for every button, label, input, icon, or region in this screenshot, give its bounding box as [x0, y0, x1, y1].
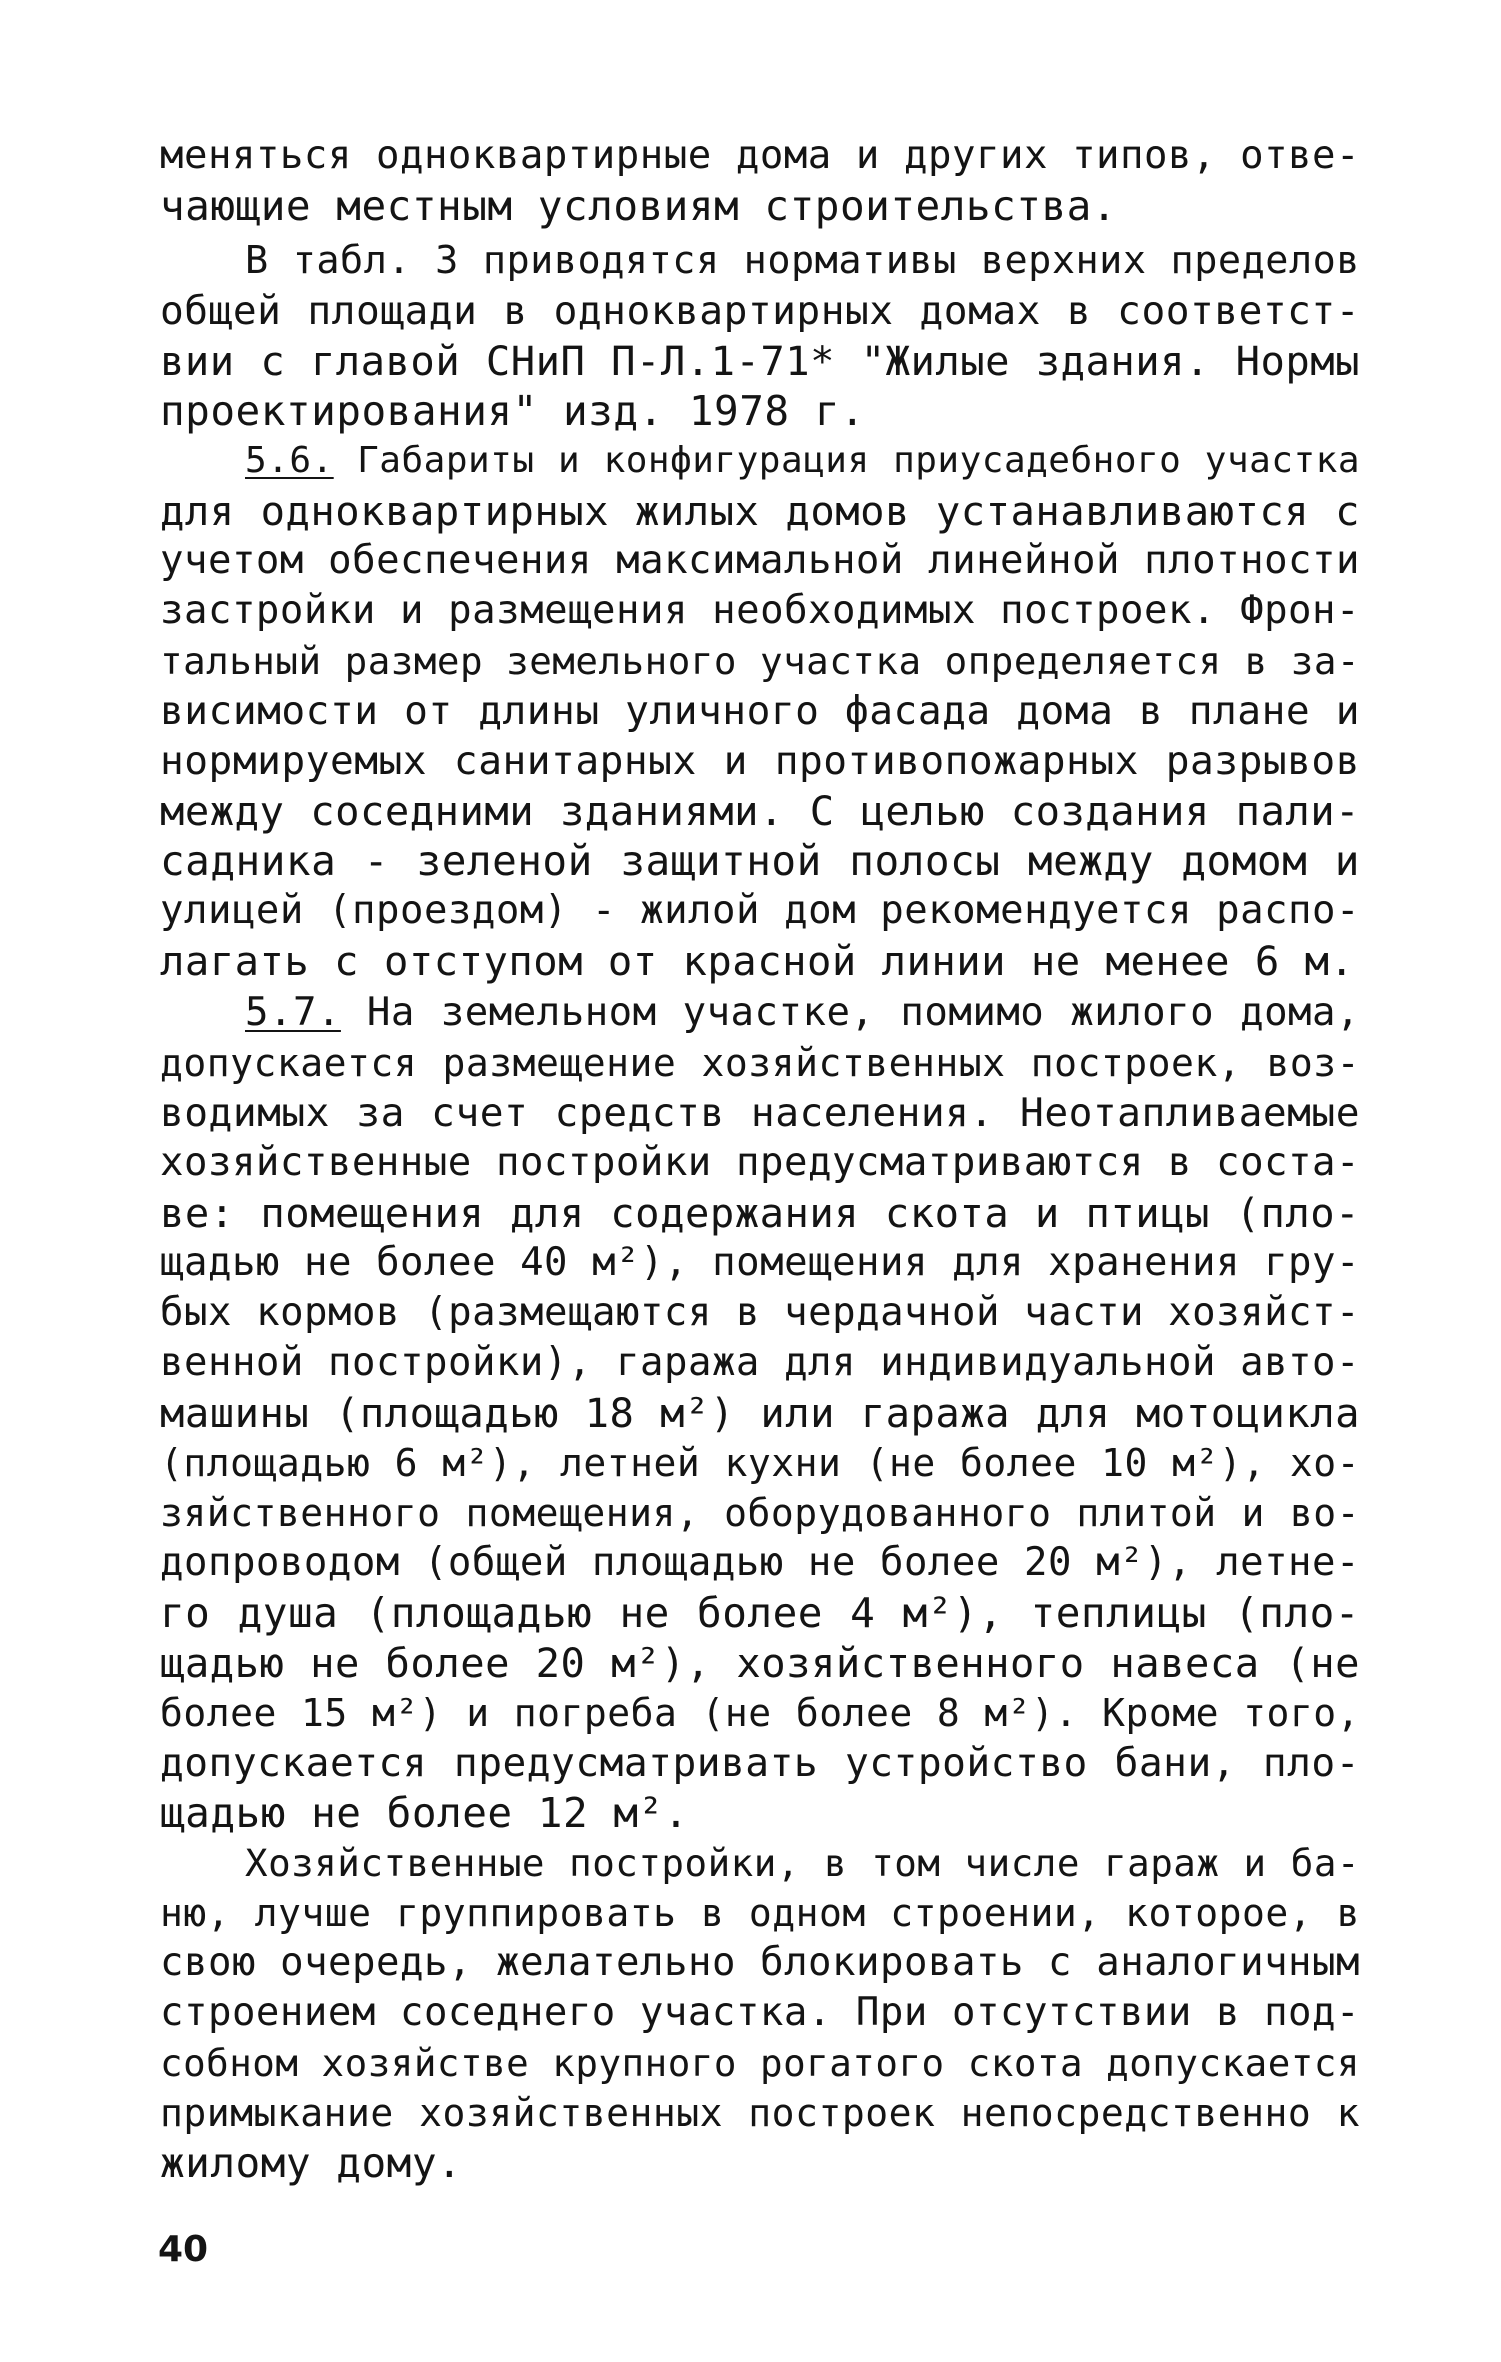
text-line: для одноквартирных жилых домов устанавливаются с [160, 487, 1360, 535]
text-line: (площадью 6 м²), летней кухни (не более 10 м²), хо- [160, 1441, 1360, 1485]
text-line: улицей (проездом) - жилой дом рекомендуется распо- [160, 888, 1360, 933]
text-line: допускается размещение хозяйственных построек, воз- [160, 1041, 1360, 1085]
text-line: В табл. 3 приводятся нормативы верхних пределов [245, 238, 1360, 283]
text-line: между соседними зданиями. С целью создания пали- [160, 787, 1360, 835]
text-line: машины (площадью 18 м²) или гаража для мотоцикла [160, 1389, 1360, 1437]
text-line: общей площади в одноквартирных домах в соответст- [160, 288, 1360, 334]
text-line: ню, лучше группировать в одном строении, которое, в [160, 1891, 1360, 1935]
text-line: нормируемых санитарных и противопожарных разрывов [160, 738, 1360, 784]
text-line: чающие местным условиям строительства. [160, 182, 1117, 230]
text-line: меняться одноквартирные дома и других типов, отве- [160, 133, 1360, 178]
text-line: более 15 м²) и погреба (не более 8 м²). Кроме того, [160, 1691, 1360, 1735]
text-line: щадью не более 40 м²), помещения для хранения гру- [160, 1240, 1360, 1285]
text-line: примыкание хозяйственных построек непосредственно к [160, 2091, 1360, 2135]
text-line: лагать с отступом от красной линии не менее 6 м. [160, 937, 1355, 985]
text-line: садника - зеленой защитной полосы между домом и [160, 837, 1360, 885]
text-line: тальный размер земельного участка определяется в за- [160, 639, 1360, 683]
section-number: 5.6. [245, 440, 334, 481]
text-line: допроводом (общей площадью не более 20 м²), летне- [160, 1540, 1360, 1585]
text-line: щадью не более 12 м². [160, 1789, 689, 1837]
text-line: зяйственного помещения, оборудованного плитой и во- [160, 1491, 1360, 1535]
text-line: строением соседнего участка. При отсутствии в под- [160, 1990, 1360, 2035]
text-line: застройки и размещения необходимых построек. Фрон- [160, 588, 1360, 633]
section-text: На земельном участке, помимо жилого дома, [340, 990, 1360, 1035]
text-line: хозяйственные постройки предусматриваются в соста- [160, 1140, 1360, 1185]
page-number: 40 [158, 2229, 209, 2270]
text-line: свою очередь, желательно блокировать с аналогичным [160, 1940, 1360, 1985]
section-5-6-first-line [245, 436, 1360, 486]
text-line: ве: помещения для содержания скота и птицы (пло- [160, 1189, 1360, 1237]
text-line: щадью не более 20 м²), хозяйственного навеса (не [160, 1639, 1360, 1687]
text-line: учетом обеспечения максимальной линейной плотности [160, 538, 1360, 583]
text-line: проектирования" изд. 1978 г. [160, 387, 866, 435]
text-line: Хозяйственные постройки, в том числе гараж и ба- [245, 1841, 1360, 1885]
text-line: венной постройки), гаража для индивидуальной авто- [160, 1340, 1360, 1385]
text-line: го душа (площадью не более 4 м²), теплицы (пло- [160, 1589, 1360, 1637]
section-text: Габариты и конфигурация приусадебного участка [333, 440, 1360, 481]
text-line: жилому дому. [160, 2139, 463, 2187]
text-line: водимых за счет средств населения. Неотапливаемые [160, 1090, 1360, 1136]
section-5-7-first-line [245, 988, 1360, 1038]
text-line: бых кормов (размещаются в чердачной части хозяйст- [160, 1290, 1360, 1335]
text-line: допускается предусматривать устройство бани, пло- [160, 1740, 1360, 1786]
section-number: 5.7. [245, 990, 341, 1035]
text-line: висимости от длины уличного фасада дома в плане и [160, 688, 1360, 734]
text-line: вии с главой СНиП П-Л.1-71* "Жилые здания. Нормы [160, 337, 1360, 385]
text-line: собном хозяйстве крупного рогатого скота допускается [160, 2041, 1360, 2085]
